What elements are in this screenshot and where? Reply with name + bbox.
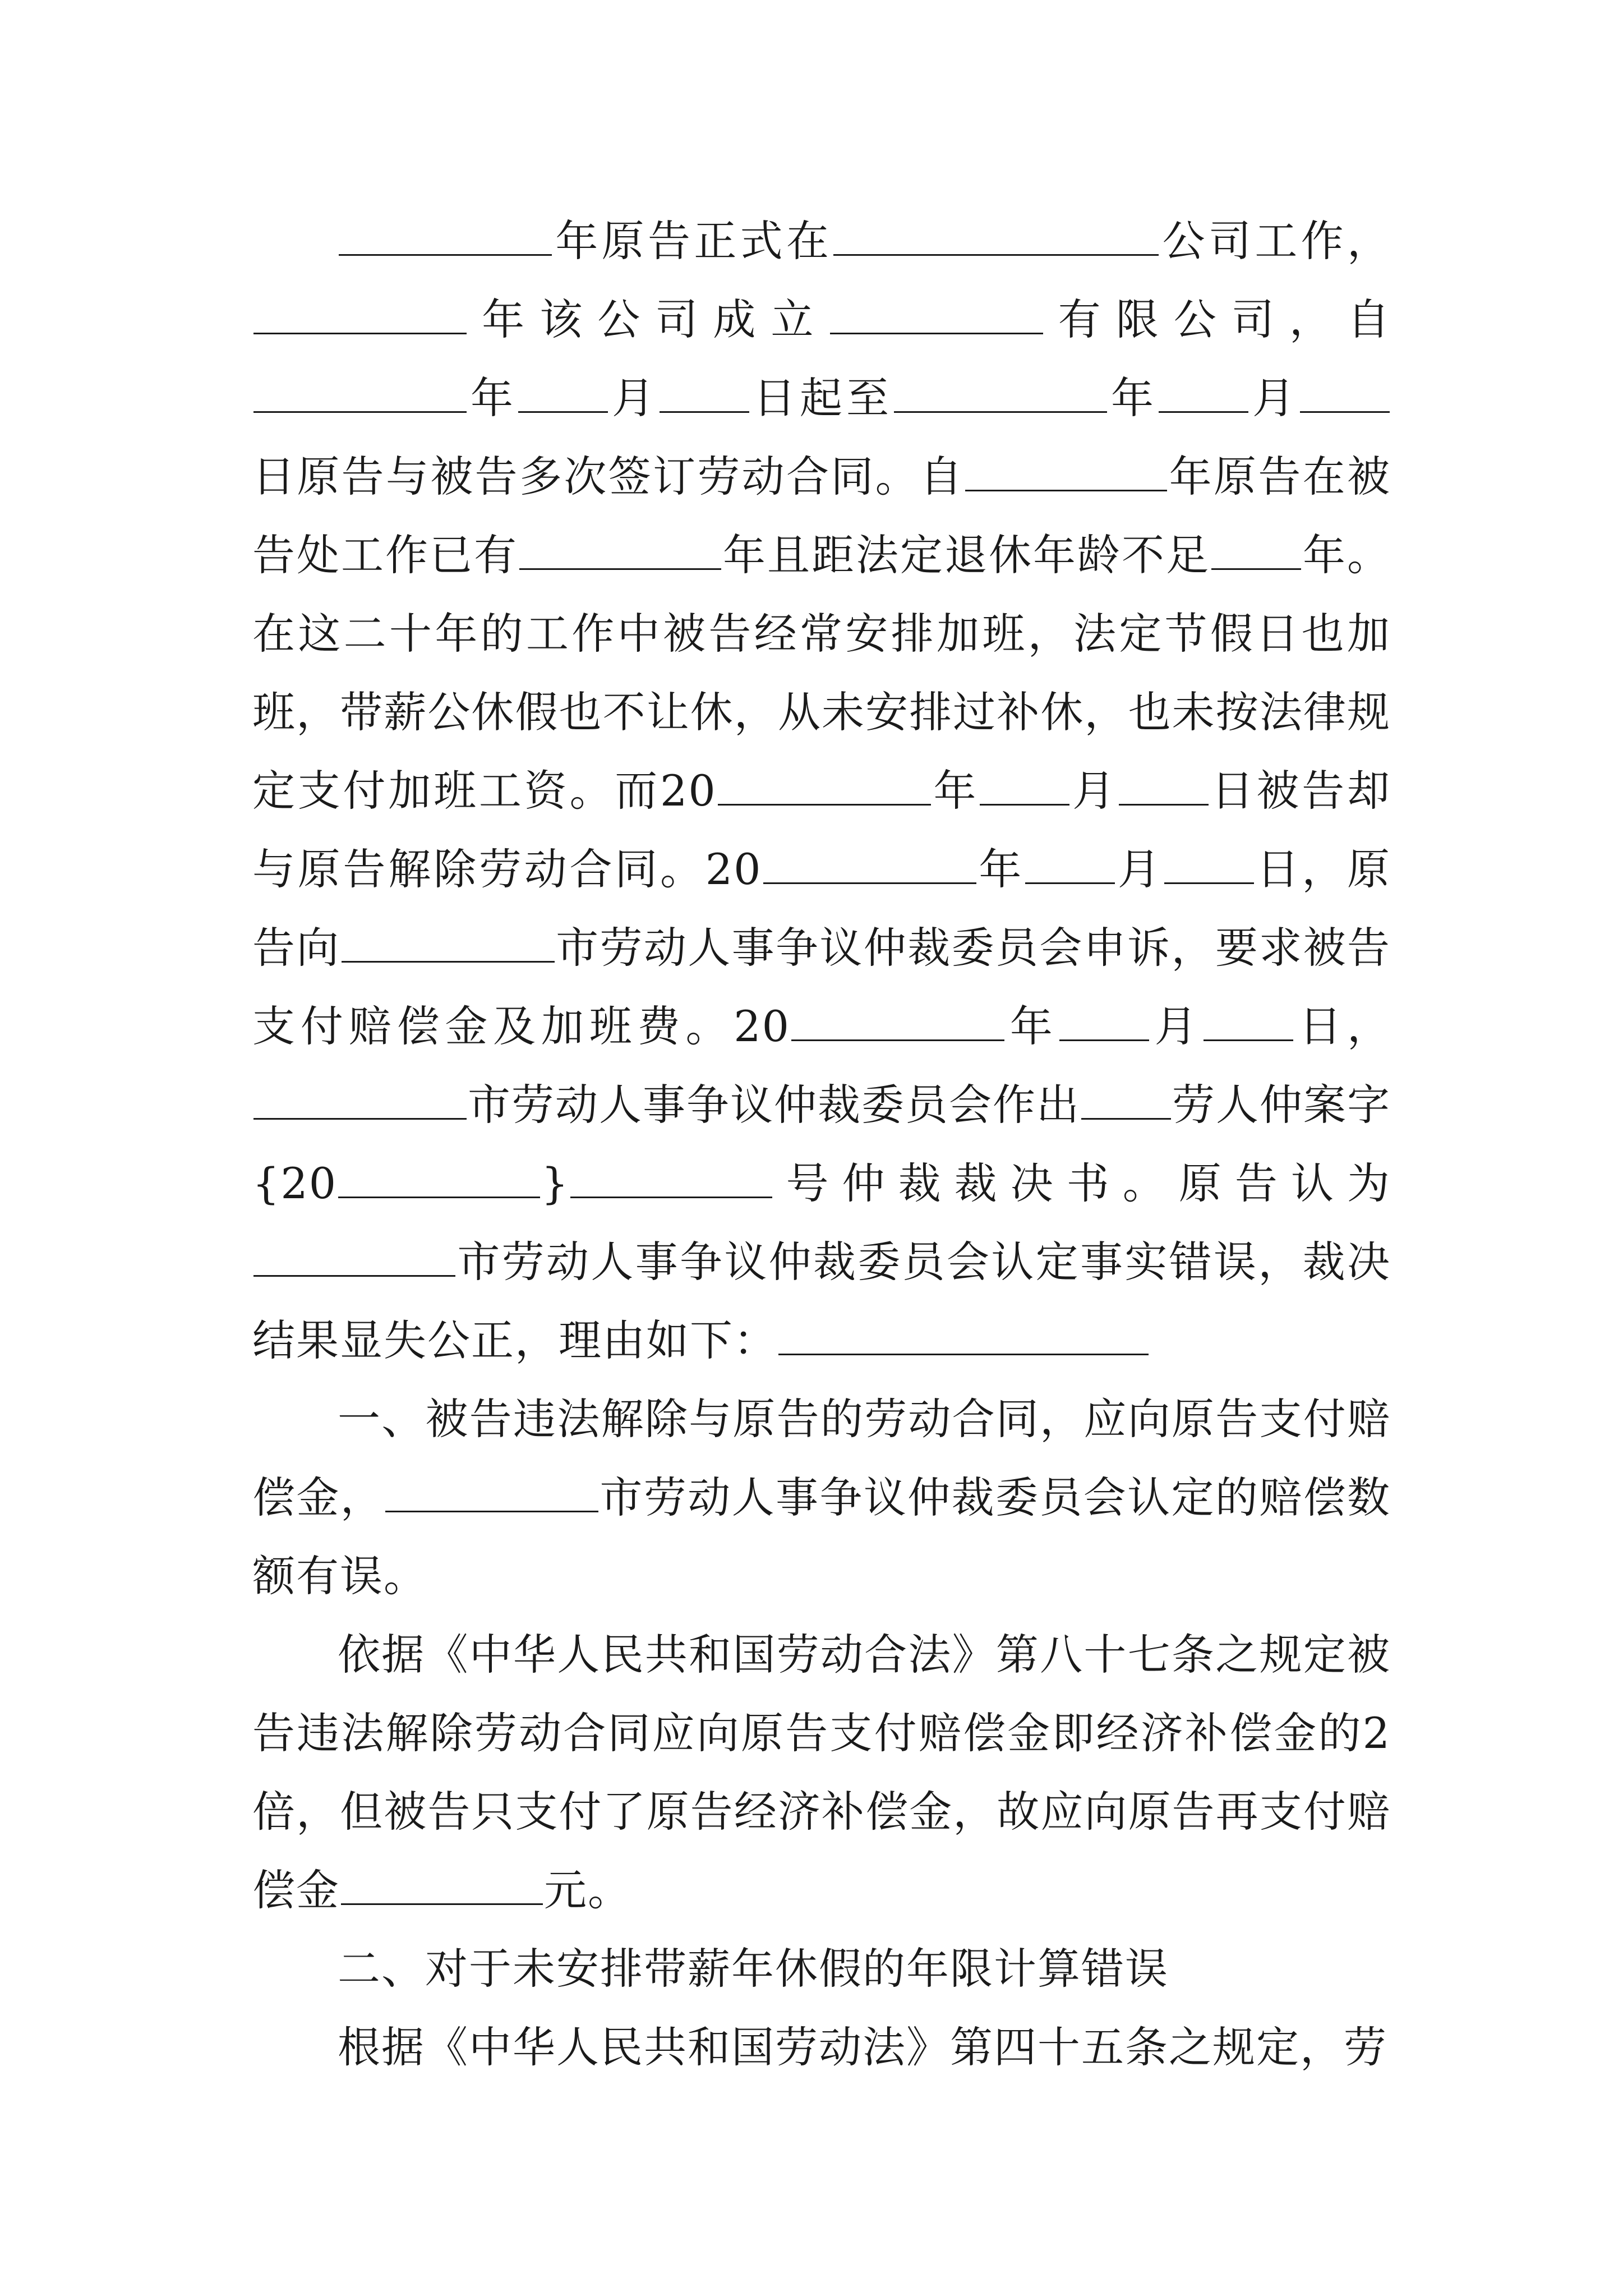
text-segment: 年 — [932, 766, 979, 816]
blank-line — [763, 842, 976, 884]
text-segment: 市劳动人事争议仲裁委员会认定的赔偿数额有误。 — [252, 1473, 1391, 1601]
text-segment: 月 — [1071, 766, 1118, 816]
text-segment: 号仲裁裁决书。原告认为 — [773, 1158, 1391, 1208]
blank-line — [660, 371, 749, 413]
blank-line — [830, 292, 1043, 334]
blank-line — [718, 763, 931, 806]
blank-line — [338, 1156, 540, 1198]
blank-line — [339, 214, 552, 256]
blank-line — [894, 371, 1107, 413]
blank-line — [791, 999, 1004, 1041]
text-segment: 年原告在被告处工作已有 — [252, 452, 1391, 580]
text-segment: 劳人仲案字{20 — [252, 1080, 1391, 1208]
text-segment: 年该公司成立 — [468, 295, 829, 344]
blank-line — [519, 528, 721, 570]
blank-line — [253, 292, 467, 334]
paragraph-labor-law — [252, 2008, 1391, 2087]
document-body — [252, 202, 1391, 2087]
blank-line — [385, 1470, 598, 1512]
text-segment: 年。在这二十年的工作中被告经常安排加班，法定节假日也加班，带薪公休假也不让休，从未安排过补休，也未按法律规定支付加班工资。而20 — [252, 530, 1391, 816]
text-segment: 日被告却与原告解除劳动合同。20 — [252, 766, 1391, 894]
paragraph-reason-one — [252, 1380, 1391, 1616]
text-segment: 元。 — [544, 1865, 631, 1915]
blank-line — [1159, 371, 1248, 413]
text-segment: 一、被告违法解除与原告的劳动合同，应向原告支付赔偿金， — [252, 1394, 1391, 1522]
blank-line — [1081, 1078, 1171, 1120]
text-segment: 市劳动人事争议仲裁委员会作出 — [468, 1080, 1080, 1130]
paragraph-reason-two — [252, 1930, 1391, 2008]
text-segment: 年 — [1006, 1001, 1058, 1051]
text-segment: 二、对于未安排带薪年休假的年限计算错误 — [338, 1944, 1169, 1994]
blank-line — [1211, 528, 1301, 570]
blank-line — [1025, 842, 1115, 884]
blank-line — [342, 921, 555, 963]
text-segment: 月 — [1150, 1001, 1203, 1051]
blank-line — [1204, 999, 1293, 1041]
text-segment: } — [541, 1158, 570, 1208]
text-segment: 年原告正式在 — [553, 216, 833, 266]
blank-line — [341, 1863, 543, 1905]
blank-line — [253, 1235, 455, 1277]
blank-line — [833, 214, 1159, 256]
text-segment: 依据《中华人民共和国劳动合法》第八十七条之规定被告违法解除劳动合同应向原告支付赔偿金即经济补偿金的2倍，但被告只支付了原告经济补偿金，故应向原告再支付赔偿金 — [252, 1630, 1391, 1915]
text-segment: 日原告与被告多次签订劳动合同。自 — [252, 452, 965, 501]
text-segment: 月 — [1249, 373, 1299, 423]
blank-line — [1164, 842, 1254, 884]
blank-line — [253, 371, 467, 413]
text-segment: 年且距法定退休年龄不足 — [722, 530, 1210, 580]
blank-line — [778, 1313, 1149, 1355]
text-segment: 月 — [1116, 844, 1163, 894]
text-segment: 年 — [977, 844, 1025, 894]
blank-line — [1300, 371, 1390, 413]
paragraph-legal-basis — [252, 1616, 1391, 1930]
paragraph-facts — [252, 202, 1391, 1380]
text-segment: 市劳动人事争议仲裁委员会申诉，要求被告支付赔偿金及加班费。20 — [252, 923, 1391, 1051]
blank-line — [980, 763, 1069, 806]
blank-line — [1059, 999, 1149, 1041]
text-segment: 日起至 — [750, 373, 893, 423]
text-segment: 年 — [468, 373, 517, 423]
text-segment: 有限公司，自 — [1044, 295, 1391, 344]
blank-line — [570, 1156, 772, 1198]
text-segment: 月 — [609, 373, 658, 423]
text-segment: 日，原告向 — [252, 844, 1391, 973]
blank-line — [518, 371, 608, 413]
text-segment: 市劳动人事争议仲裁委员会认定事实错误，裁决结果显失公正，理由如下： — [252, 1237, 1391, 1365]
blank-line — [1119, 763, 1209, 806]
blank-line — [253, 1078, 467, 1120]
text-segment: 公司工作， — [1160, 216, 1391, 266]
text-segment: 年 — [1108, 373, 1158, 423]
text-segment: 根据《中华人民共和国劳动法》第四十五条之规定，劳 — [338, 2022, 1387, 2072]
text-segment: 日， — [1294, 1001, 1391, 1051]
blank-line — [965, 449, 1167, 491]
